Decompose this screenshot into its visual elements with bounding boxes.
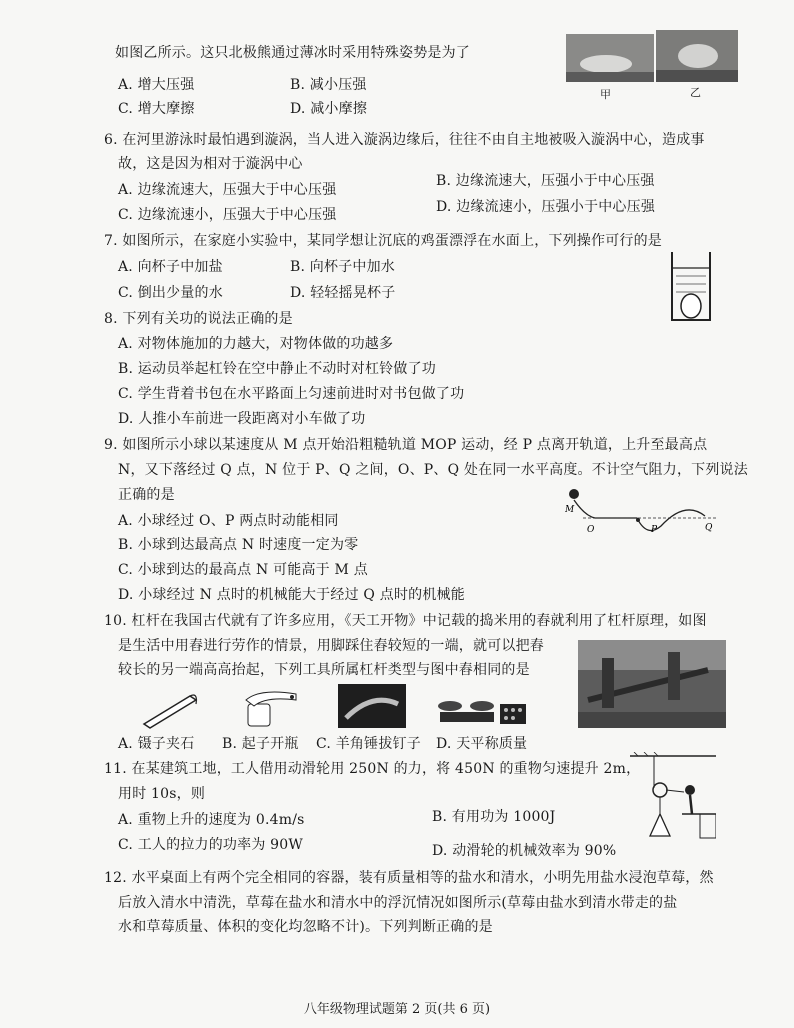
polar-bear-photo-yi [656,30,738,82]
q12-stem-line1: 12. 水平桌面上有两个完全相同的容器，装有质量相等的盐水和清水，小明先用盐水浸泡草莓，然 [104,870,714,886]
track-label-m: M [565,505,575,515]
pulley-figure [630,752,716,840]
q10-option-b: B. 起子开瓶 [222,736,299,752]
q11-option-a: A. 重物上升的速度为 0.4m/s [118,812,305,828]
q8-option-b: B. 运动员举起杠铃在空中静止不动时对杠铃做了功 [118,361,436,377]
q12-stem-line2: 后放入清水中清洗，草莓在盐水和清水中的浮沉情况如图所示(草莓由盐水到清水带走的盐 [118,895,678,911]
track-label-p: P [651,525,658,535]
q5-option-a: A. 增大压强 [118,77,195,93]
q7-stem: 7. 如图所示，在家庭小实验中，某同学想让沉底的鸡蛋漂浮在水面上，下列操作可行的是 [104,233,663,249]
q10-option-a: A. 镊子夹石 [118,736,195,752]
fig-label-yi: 乙 [690,86,702,99]
q6-option-b: B. 边缘流速大，压强小于中心压强 [436,173,655,189]
q10-stem-line2: 是生活中用舂进行劳作的情景，用脚踩住舂较短的一端，就可以把舂 [118,638,544,654]
q11-stem-line1: 11. 在某建筑工地，工人借用动滑轮用 250N 的力，将 450N 的重物匀速提升 2m， [104,761,641,777]
q8-option-a: A. 对物体施加的力越大，对物体做的功越多 [118,336,394,352]
q5-option-c: C. 增大摩擦 [118,101,195,117]
bottle-opener-icon [236,684,300,728]
q9-stem-line1: 9. 如图所示小球以某速度从 M 点开始沿粗糙轨道 MOP 运动，经 P 点离开轨道，上升至最高点 [104,437,708,453]
intro-line: 如图乙所示。这只北极熊通过薄冰时采用特殊姿势是为了 [115,45,470,61]
q7-option-c: C. 倒出少量的水 [118,285,223,301]
q11-option-c: C. 工人的拉力的功率为 90W [118,837,303,853]
q11-stem-line2: 用时 10s，则 [118,786,206,802]
q6-stem-line2: 故，这是因为相对于漩涡中心 [118,156,303,172]
q5-option-d: D. 减小摩擦 [290,101,368,117]
pestle-photo [578,640,726,728]
q9-option-a: A. 小球经过 O、P 两点时动能相同 [118,513,339,529]
q9-stem-line2: N，又下落经过 Q 点，N 位于 P、Q 之间，O、P、Q 处在同一水平高度。不计空气阻力，下列说法 [118,462,748,478]
egg-in-cup-figure [668,250,714,322]
q11-option-b: B. 有用功为 1000J [432,809,556,825]
q12-stem-line3: 水和草莓质量、体积的变化均忽略不计)。下列判断正确的是 [118,919,493,935]
q10-option-d: D. 天平称质量 [436,736,528,752]
q7-option-d: D. 轻轻摇晃杯子 [290,285,396,301]
q5-option-b: B. 减小压强 [290,77,367,93]
track-figure [565,486,725,536]
q10-stem-line1: 10. 杠杆在我国古代就有了许多应用，《天工开物》中记载的捣米用的舂就利用了杠杆原理，如图 [104,613,707,629]
q9-option-c: C. 小球到达的最高点 N 可能高于 M 点 [118,562,368,578]
tweezers-icon [140,690,200,730]
track-label-q: Q [705,523,713,533]
q7-option-b: B. 向杯子中加水 [290,259,395,275]
q10-option-c: C. 羊角锤拔钉子 [316,736,421,752]
polar-bear-photo-jia [566,34,654,82]
q6-option-d: D. 边缘流速小，压强小于中心压强 [436,199,656,215]
q7-option-a: A. 向杯子中加盐 [118,259,223,275]
q9-stem-line3: 正确的是 [118,487,175,503]
claw-hammer-icon [338,684,406,728]
q11-option-d: D. 动滑轮的机械效率为 90% [432,843,617,859]
page-footer: 八年级物理试题第 2 页(共 6 页) [303,1002,491,1017]
q6-stem-line1: 6. 在河里游泳时最怕遇到漩涡，当人进入漩涡边缘后，往往不由自主地被吸入漩涡中心，造成事 [104,132,705,148]
q8-stem: 8. 下列有关功的说法正确的是 [104,311,293,327]
fig-label-jia: 甲 [600,88,612,101]
q8-option-d: D. 人推小车前进一段距离对小车做了功 [118,411,366,427]
q6-option-c: C. 边缘流速小，压强大于中心压强 [118,207,337,223]
q10-stem-line3: 较长的另一端高高抬起，下列工具所属杠杆类型与图中舂相同的是 [118,662,530,678]
q8-option-c: C. 学生背着书包在水平路面上匀速前进时对书包做了功 [118,386,465,402]
track-label-o: O [587,525,595,535]
q9-option-d: D. 小球经过 N 点时的机械能大于经过 Q 点时的机械能 [118,587,465,603]
q9-option-b: B. 小球到达最高点 N 时速度一定为零 [118,537,359,553]
q6-option-a: A. 边缘流速大，压强大于中心压强 [118,182,337,198]
balance-scale-icon [432,690,528,728]
